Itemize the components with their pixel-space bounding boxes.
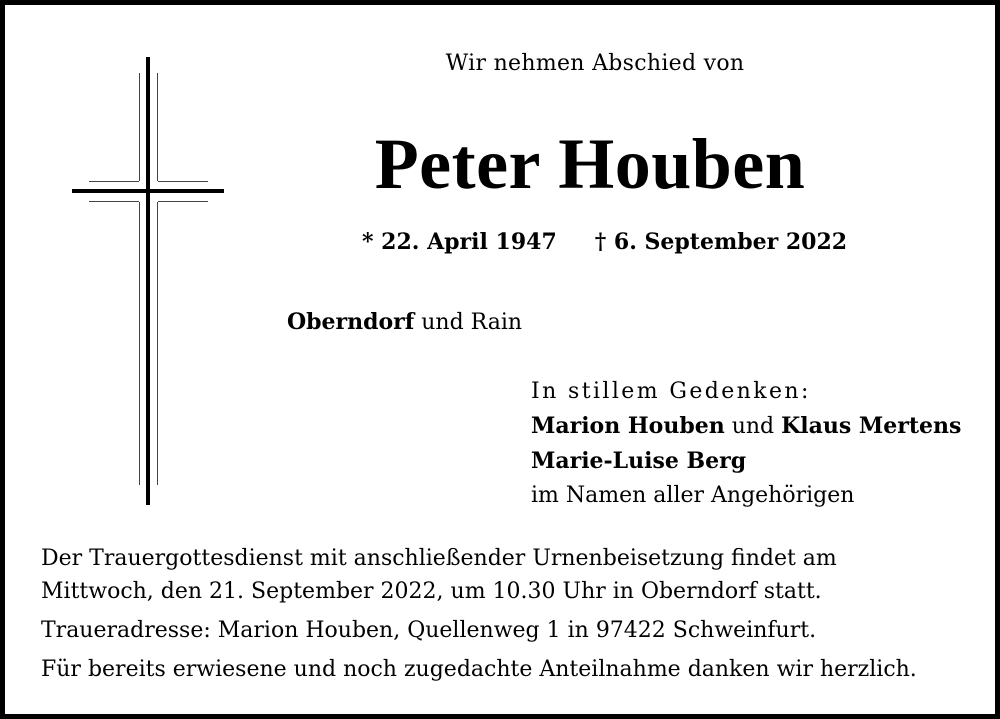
mourner-name: Klaus Mertens bbox=[781, 413, 962, 439]
hometown-primary: Oberndorf bbox=[287, 309, 415, 335]
mourner-conjunction: und bbox=[731, 414, 775, 439]
death-date: † 6. September 2022 bbox=[594, 229, 848, 255]
mourning-heading: In stillem Gedenken: bbox=[531, 379, 811, 404]
cross-icon bbox=[5, 5, 245, 525]
service-info-line-2: Mittwoch, den 21. September 2022, um 10.30 Uhr in Oberndorf statt. bbox=[41, 579, 822, 604]
mourners-block bbox=[531, 375, 961, 513]
mourner-line-2 bbox=[531, 444, 961, 479]
notice-body bbox=[41, 542, 981, 686]
mourning-address: Traueradresse: Marion Houben, Quellenweg 1 in 97422 Schweinfurt. bbox=[41, 618, 817, 643]
birth-date: * 22. April 1947 bbox=[362, 229, 557, 255]
hometown-secondary: und Rain bbox=[421, 310, 523, 335]
service-info-line-1: Der Trauergottesdienst mit anschließender Urnenbeisetzung findet am bbox=[41, 546, 837, 571]
mourner-name: Marie-Luise Berg bbox=[531, 448, 747, 474]
intro-text: Wir nehmen Abschied von bbox=[445, 51, 745, 76]
mourner-name: Marion Houben bbox=[531, 413, 725, 439]
deceased-name: Peter Houben bbox=[374, 124, 806, 204]
thanks-text: Für bereits erwiesene und noch zugedachte Anteilnahme danken wir herzlich. bbox=[41, 657, 917, 682]
life-dates bbox=[362, 229, 847, 255]
mourner-closing: im Namen aller Angehörigen bbox=[531, 483, 855, 508]
hometown bbox=[287, 309, 522, 335]
mourner-line-1 bbox=[531, 409, 961, 444]
